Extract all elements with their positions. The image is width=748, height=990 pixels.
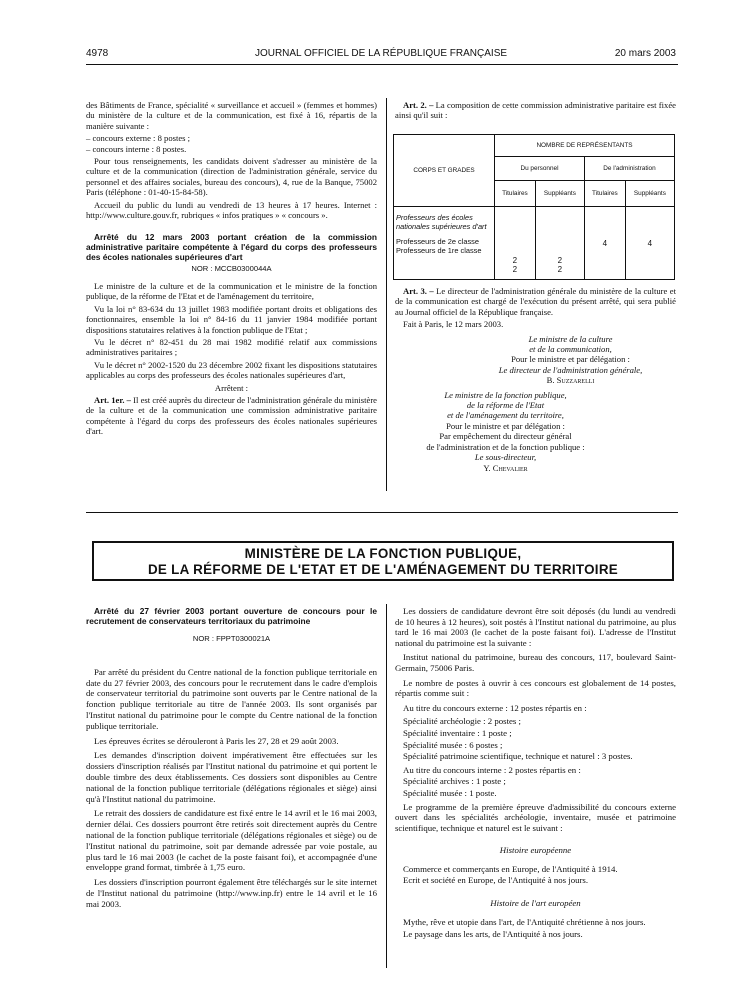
article-1 <box>86 395 377 437</box>
paragraph: Le ministre de la culture et de la communication et le ministre de la fonction publique, de la réforme de l'Etat et de l'aménagement du territoire, <box>86 280 377 302</box>
nor-reference: NOR : FPPT0300021A <box>192 634 271 643</box>
list-item: Le paysage dans les arts, de l'Antiquité à nos jours. <box>403 929 583 940</box>
issue-date: 20 mars 2003 <box>614 48 676 59</box>
signature-line: Pour le ministre et par délégation : <box>511 354 630 365</box>
header-corps-grades: CORPS ET GRADES <box>394 135 495 207</box>
article-3-label: Art. 3. – <box>403 286 434 296</box>
table-row-grades <box>394 207 495 280</box>
paragraph: Le programme de la première épreuve d'admissibilité du concours externe ouvert dans les spécialités archéologie, inventaire, musée et patrimoine scientifique, technique et naturel est le suivant : <box>395 801 676 833</box>
cell-admin-suppleants: 4 <box>625 207 674 280</box>
section-heading: Histoire de l'art européen <box>490 898 581 909</box>
representatives-table <box>393 134 675 280</box>
accueil-text: Accueil du public du lundi au vendredi de 13 heures à 17 heures. Internet : http://www.culture.gouv.fr, rubriques « infos pratiques » « concours ». <box>86 199 377 221</box>
header-rule <box>86 64 678 65</box>
paragraph: Le retrait des dossiers de candidature est fixé entre le 14 avril et le 16 mai 2003, dernier délai. Ces dossiers pourront être retirés soit directement auprès du Centre national de la fonction publique territoriale (délégations régionales et siège) ou de l'Institut national du patrimoine, soit par demande adressée par voie postale, au plus tard le 16 mai 2003 (le cachet de la poste faisant foi), et accompagnée d'une enveloppe grand format, timbrée à 1,75 euro. <box>86 808 377 873</box>
paragraph: Institut national du patrimoine, bureau des concours, 117, boulevard Saint-Germain, 75006 Paris. <box>395 652 676 673</box>
signatory-name: B. Suzzarelli <box>546 375 595 386</box>
paragraph: Vu le décret n° 82-451 du 28 mai 1982 modifié relatif aux commissions administratives paritaires ; <box>86 336 377 358</box>
list-item: Mythe, rêve et utopie dans l'art, de l'Antiquité chrétienne à nos jours. <box>403 916 646 927</box>
cell-personnel-titulaires <box>495 207 536 280</box>
value: 2 <box>512 256 518 265</box>
column-1 <box>86 100 377 439</box>
page-number: 4978 <box>86 48 109 59</box>
article-3-text: Le directeur de l'administration générale du ministère de la culture et de la communication est chargé de l'exécution du présent arrêté, qui sera publié au Journal officiel de la République française. <box>395 286 676 317</box>
paragraph: Le nombre de postes à ouvrir à ces concours est globalement de 14 postes, répartis comme suit : <box>395 677 676 699</box>
intro-text: des Bâtiments de France, spécialité « surveillance et accueil » (femmes et hommes) du ministère de la culture et de la communication, est fixé à 16, répartis de la manière suivante : <box>86 100 377 131</box>
signature-line: Par empêchement du directeur général <box>439 431 572 442</box>
arrete-title: Arrêté du 12 mars 2003 portant création de la commission administrative paritaire compétente à l'égard du corps des professeurs des écoles nationales supérieures d'art <box>86 232 377 263</box>
header-nombre: NOMBRE DE REPRÉSENTANTS <box>495 135 675 157</box>
list-item: Au titre du concours interne : 2 postes répartis en : <box>403 764 581 775</box>
paragraph: Les demandes d'inscription doivent impérativement être effectuées sur les dossiers d'inscription réalisés par l'Institut national du patrimoine et qui portent le double timbre des deux établissements. Ces dossiers sont disponibles au Centre national de la fonction publique territoriale (délégations régionales et siège) ainsi qu'à l'Institut national du patrimoine. <box>86 750 377 804</box>
paragraph: Les dossiers d'inscription pourront également être téléchargés sur le site internet de l'Institut national du patrimoine (http://www.inp.fr) entre le 14 avril et le 16 mai 2003. <box>86 877 377 909</box>
article-3 <box>395 286 676 317</box>
arretent-label: Arrêtent : <box>214 382 249 393</box>
paragraph: Par arrêté du président du Centre national de la fonction publique territoriale en date du 27 février 2003, des concours pour le recrutement dans le cadre d'emplois de conservateur territorial du patrimoine sont ouverts par le Centre national de la fonction publique territoriale au titre de l'année 2003. Ils sont organisés par l'Institut national du patrimoine pour le compte du Centre national de la fonction publique territoriale. <box>86 666 377 731</box>
signature-line: Pour le ministre et par délégation : <box>446 420 565 431</box>
column-separator <box>386 98 387 491</box>
list-item: Spécialité musée : 6 postes ; <box>403 739 503 750</box>
section-rule <box>86 512 678 513</box>
article-1-text: Il est créé auprès du directeur de l'administration générale du ministère de la culture et de la communication une commission administrative paritaire compétente à l'égard du corps des professeurs des écoles nationales supérieures d'art. <box>86 394 377 437</box>
banner-line-2: DE LA RÉFORME DE L'ETAT ET DE L'AMÉNAGEMENT DU TERRITOIRE <box>147 562 619 577</box>
value: 2 <box>512 265 518 274</box>
list-item: Spécialité inventaire : 1 poste ; <box>403 727 512 738</box>
column-3 <box>86 606 377 912</box>
row-1re-classe: Professeurs de 1re classe <box>396 246 482 256</box>
signatory-name: Y. Chevalier <box>483 462 528 473</box>
column-separator <box>386 604 387 968</box>
cell-personnel-suppleants <box>535 207 584 280</box>
signature-line: Le directeur de l'administration générale, <box>498 364 643 375</box>
list-item: Spécialité archives : 1 poste ; <box>403 776 506 787</box>
header-personnel: Du personnel <box>495 157 585 181</box>
signature-line: et de l'aménagement du territoire, <box>447 410 564 421</box>
header-administration: De l'administration <box>584 157 674 181</box>
bullet-externe: – concours externe : 8 postes ; <box>86 133 191 144</box>
signature-line: de la réforme de l'Etat <box>466 400 545 411</box>
fait-a-paris: Fait à Paris, le 12 mars 2003. <box>403 319 504 330</box>
list-item: Ecrit et société en Europe, de l'Antiquité à nos jours. <box>403 875 589 886</box>
paragraph: Les dossiers de candidature devront être soit déposés (du lundi au vendredi de 10 heures à 12 heures), soit postés à l'Institut national du patrimoine, au plus tard le 16 mai 2003 (le cachet de la poste faisant foi). L'adresse de l'Institut national du patrimoine est la suivante : <box>395 606 676 648</box>
article-2-text: La composition de cette commission administrative paritaire est fixée ainsi qu'il suit : <box>395 100 676 121</box>
journal-title: JOURNAL OFFICIEL DE LA RÉPUBLIQUE FRANÇAISE <box>254 48 508 59</box>
paragraph: Les épreuves écrites se dérouleront à Paris les 27, 28 et 29 août 2003. <box>94 735 339 746</box>
list-item: Spécialité archéologie : 2 postes ; <box>403 716 521 727</box>
article-2 <box>395 100 676 121</box>
signature-line: et de la communication, <box>529 344 612 355</box>
header-titulaires: Titulaires <box>584 181 625 207</box>
signature-line: Le ministre de la culture <box>528 333 613 344</box>
article-1-label: Art. 1er. – <box>94 394 131 405</box>
ministry-banner <box>92 541 674 581</box>
bullet-interne: – concours interne : 8 postes. <box>86 143 187 154</box>
column-2-lower <box>395 286 676 473</box>
arrete-title: Arrêté du 27 février 2003 portant ouverture de concours pour le recrutement de conservateurs territoriaux du patrimoine <box>86 606 377 626</box>
cell-admin-titulaires: 4 <box>584 207 625 280</box>
column-4 <box>395 606 676 942</box>
list-item: Au titre du concours externe : 12 postes répartis en : <box>403 702 587 713</box>
article-2-label: Art. 2. – <box>403 100 434 110</box>
list-item: Spécialité patrimoine scientifique, technique et naturel : 3 postes. <box>403 751 633 762</box>
nor-reference: NOR : MCCB0300044A <box>191 264 272 274</box>
signature-line: Le sous-directeur, <box>474 452 537 463</box>
paragraph: Vu la loi n° 83-634 du 13 juillet 1983 modifiée portant droits et obligations des fonctionnaires, ensemble la loi n° 84-16 du 11 janvier 1984 modifiée portant dispositions statutaires relatives à la fonction publique de l'Etat ; <box>86 303 377 335</box>
renseignements-text: Pour tous renseignements, les candidats doivent s'adresser au ministère de la culture et de la communication (direction de l'administration générale, service du personnel et des affaires sociales, bureau des concours), 4, rue de la Banque, 75002 Paris (téléphone : 01-40-15-84-58). <box>86 156 377 198</box>
row-corps-label: Professeurs des écoles nationales supérieures d'art <box>396 213 487 232</box>
value: 2 <box>557 265 563 274</box>
signature-block-fonction-publique <box>395 390 676 473</box>
value: 2 <box>557 256 563 265</box>
signature-line: Le ministre de la fonction publique, <box>444 389 567 400</box>
paragraph: Vu le décret n° 2002-1520 du 23 décembre 2002 fixant les dispositions statutaires applicables au corps des professeurs des écoles nationales supérieures d'art, <box>86 359 377 381</box>
page-header <box>86 48 676 62</box>
list-item: Spécialité musée : 1 poste. <box>403 787 497 798</box>
header-titulaires: Titulaires <box>495 181 536 207</box>
header-suppleants: Suppléants <box>625 181 674 207</box>
signature-block-culture <box>395 334 676 386</box>
column-2 <box>395 100 676 123</box>
signature-line: de l'administration et de la fonction publique : <box>426 441 585 452</box>
header-suppleants: Suppléants <box>535 181 584 207</box>
section-heading: Histoire européenne <box>499 845 572 856</box>
list-item: Commerce et commerçants en Europe, de l'Antiquité à 1914. <box>403 863 618 874</box>
row-2e-classe: Professeurs de 2e classe <box>396 237 479 247</box>
banner-line-1: MINISTÈRE DE LA FONCTION PUBLIQUE, <box>244 546 522 561</box>
